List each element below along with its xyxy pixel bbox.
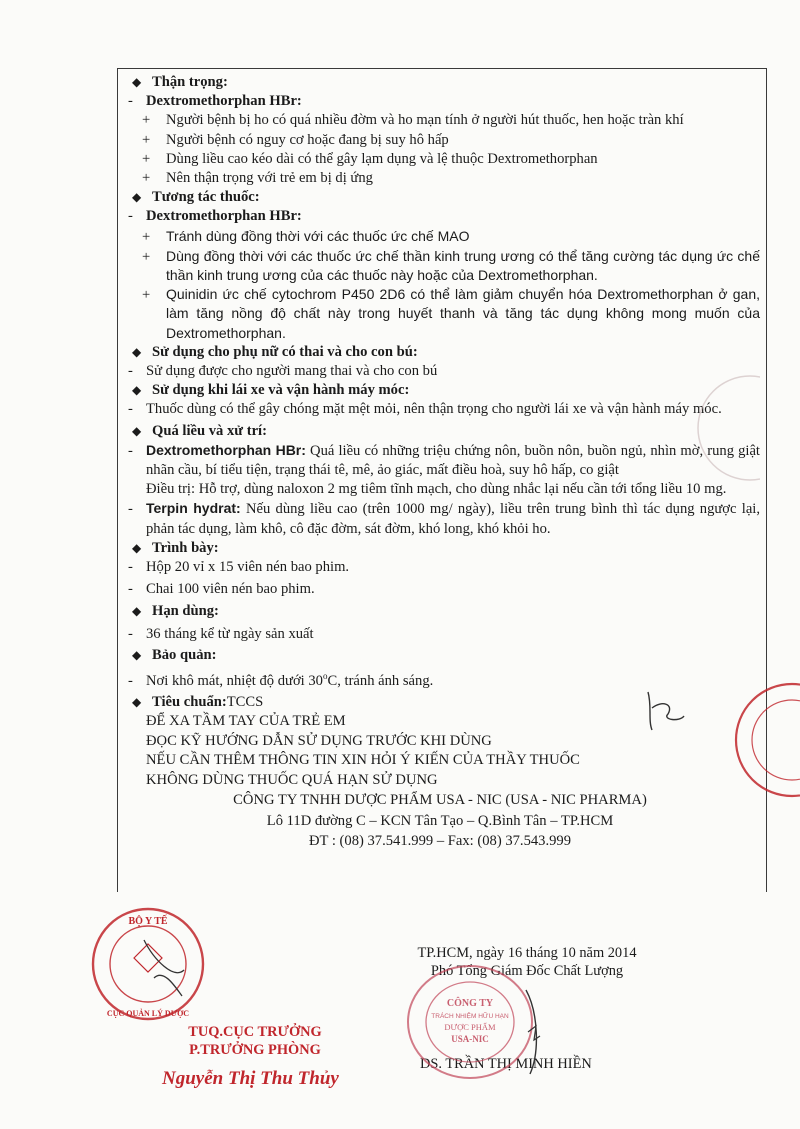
diamond-bullet-icon: ◆ <box>132 695 142 710</box>
stamp-text: CỤC QUẢN LÝ DƯỢC <box>106 1009 190 1018</box>
section-driving-heading: ◆ Sử dụng khi lái xe và vận hành máy móc: <box>132 381 760 400</box>
warning-line: ĐỌC KỸ HƯỚNG DẪN SỬ DỤNG TRƯỚC KHI DÙNG <box>146 732 492 749</box>
list-item: + Dùng đồng thời với các thuốc ức chế thần kinh trung ương có thể tăng cường tác dụng ức chế thần kinh trung ương của các thuốc này hoặc của Dextromethorphan. <box>142 247 760 284</box>
stamp-text: DƯỢC PHẨM <box>444 1022 496 1032</box>
diamond-bullet-icon: ◆ <box>132 383 142 398</box>
signer-name: DS. TRẦN THỊ MINH HIỀN <box>420 1056 592 1072</box>
signature-date: TP.HCM, ngày 16 tháng 10 năm 2014 <box>417 945 637 961</box>
section-presentation-heading: ◆ Trình bày: <box>132 539 760 558</box>
section-interactions-heading: ◆ Tương tác thuốc: <box>132 188 760 207</box>
diamond-bullet-icon: ◆ <box>132 344 142 359</box>
section-pregnancy-heading: ◆ Sử dụng cho phụ nữ có thai và cho con bú: <box>132 343 760 362</box>
section-caution-heading: ◆ Thận trọng: <box>132 73 760 92</box>
stamp-text: BỘ Y TẾ <box>128 916 168 927</box>
list-item: + Người bệnh có nguy cơ hoặc đang bị suy hô hấp <box>142 131 449 148</box>
signature-block <box>392 944 662 980</box>
overdose-dextromethorphan: - Dextromethorphan HBr: Quá liều có những triệu chứng nôn, buồn nôn, buồn ngủ, nhìn mờ, rung giật nhãn cầu, bí tiểu tiện, trạng thái tê, mê, ảo giác, mất điều hoà, suy hô hấp, co giật Điều trị: Hỗ trợ, dùng naloxon 2 mg tiêm tĩnh mạch, cho dùng nhắc lại nếu cần tới tổng liều 10 mg. <box>128 441 760 498</box>
document-body <box>120 73 760 852</box>
list-item: + Người bệnh bị ho có quá nhiều đờm và ho mạn tính ở người hút thuốc, hen hoặc tràn khí <box>142 112 684 129</box>
driving-text: - Thuốc dùng có thể gây chóng mặt mệt mỏi, nên thận trọng cho người lái xe và vận hành máy móc. <box>128 401 722 418</box>
authority-block <box>150 1023 360 1059</box>
authority-line1: TUQ.CỤC TRƯỞNG <box>188 1024 322 1040</box>
diamond-bullet-icon: ◆ <box>132 190 142 205</box>
list-item: + Quinidin ức chế cytochrom P450 2D6 có thể làm giảm chuyển hóa Dextromethorphan ở gan, làm tăng nồng độ chất này trong huyết thanh và tăng tác dụng không mong muốn của Dextromethorphan. <box>142 286 760 341</box>
section-shelf-life-heading: ◆ Hạn dùng: <box>132 602 760 621</box>
interactions-drug: - Dextromethorphan HBr: <box>128 208 302 225</box>
list-item: - Hộp 20 vỉ x 15 viên nén bao phim. <box>128 559 350 576</box>
diamond-bullet-icon: ◆ <box>132 423 142 438</box>
warning-line: ĐỂ XA TẦM TAY CỦA TRẺ EM <box>146 713 346 730</box>
list-item: + Nên thận trọng với trẻ em bị dị ứng <box>142 170 373 187</box>
pregnancy-text: - Sử dụng được cho người mang thai và cho con bú <box>128 363 438 380</box>
diamond-bullet-icon: ◆ <box>132 540 142 555</box>
ministry-stamp-icon <box>84 900 214 1026</box>
list-item: + Tránh dùng đồng thời với các thuốc ức chế MAO <box>142 227 470 245</box>
stamp-text: TRÁCH NHIỆM HỮU HẠN <box>431 1013 509 1020</box>
diamond-bullet-icon: ◆ <box>132 604 142 619</box>
company-address: Lô 11D đường C – KCN Tân Tạo – Q.Bình Tân – TP.HCM <box>266 812 614 829</box>
storage-text: - Nơi khô mát, nhiệt độ dưới 30$^o$C, tránh ánh sáng. <box>128 671 434 689</box>
signature-position: Phó Tổng Giám Đốc Chất Lượng <box>430 963 624 979</box>
diamond-bullet-icon: ◆ <box>132 647 142 662</box>
overdose-terpin: - Terpin hydrat: Nếu dùng liều cao (trên 1000 mg/ ngày), liều trên trung bình thì tác dụng ngược lại, phản tác dụng, làm khô, cô đặc đờm, sát đờm, khó long, khó khỏi ho. <box>128 500 760 537</box>
authority-signer: Nguyễn Thị Thu Thủy <box>162 1068 339 1089</box>
company-phone: ĐT : (08) 37.541.999 – Fax: (08) 37.543.999 <box>309 833 571 850</box>
warning-line: KHÔNG DÙNG THUỐC QUÁ HẠN SỬ DỤNG <box>146 771 438 788</box>
list-item: - Chai 100 viên nén bao phim. <box>128 581 315 598</box>
caution-drug: - Dextromethorphan HBr: <box>128 93 302 110</box>
section-standard-heading: ◆ Tiêu chuẩn: TCCS <box>132 693 760 712</box>
diamond-bullet-icon: ◆ <box>132 75 142 89</box>
warning-line: NẾU CẦN THÊM THÔNG TIN XIN HỎI Ý KIẾN CỦA THẦY THUỐC <box>146 752 580 769</box>
list-item: + Dùng liều cao kéo dài có thể gây lạm dụng và lệ thuộc Dextromethorphan <box>142 150 598 167</box>
shelf-life-text: - 36 tháng kể từ ngày sản xuất <box>128 625 314 642</box>
stamp-text: CÔNG TY <box>446 998 494 1009</box>
stamp-text: USA-NIC <box>451 1034 489 1044</box>
section-storage-heading: ◆ Bảo quản: <box>132 646 760 665</box>
authority-line2: P.TRƯỞNG PHÒNG <box>189 1042 321 1058</box>
section-overdose-heading: ◆ Quá liều và xử trí: <box>132 422 760 441</box>
company-name: CÔNG TY TNHH DƯỢC PHẨM USA - NIC (USA - NIC PHARMA) <box>233 792 647 809</box>
